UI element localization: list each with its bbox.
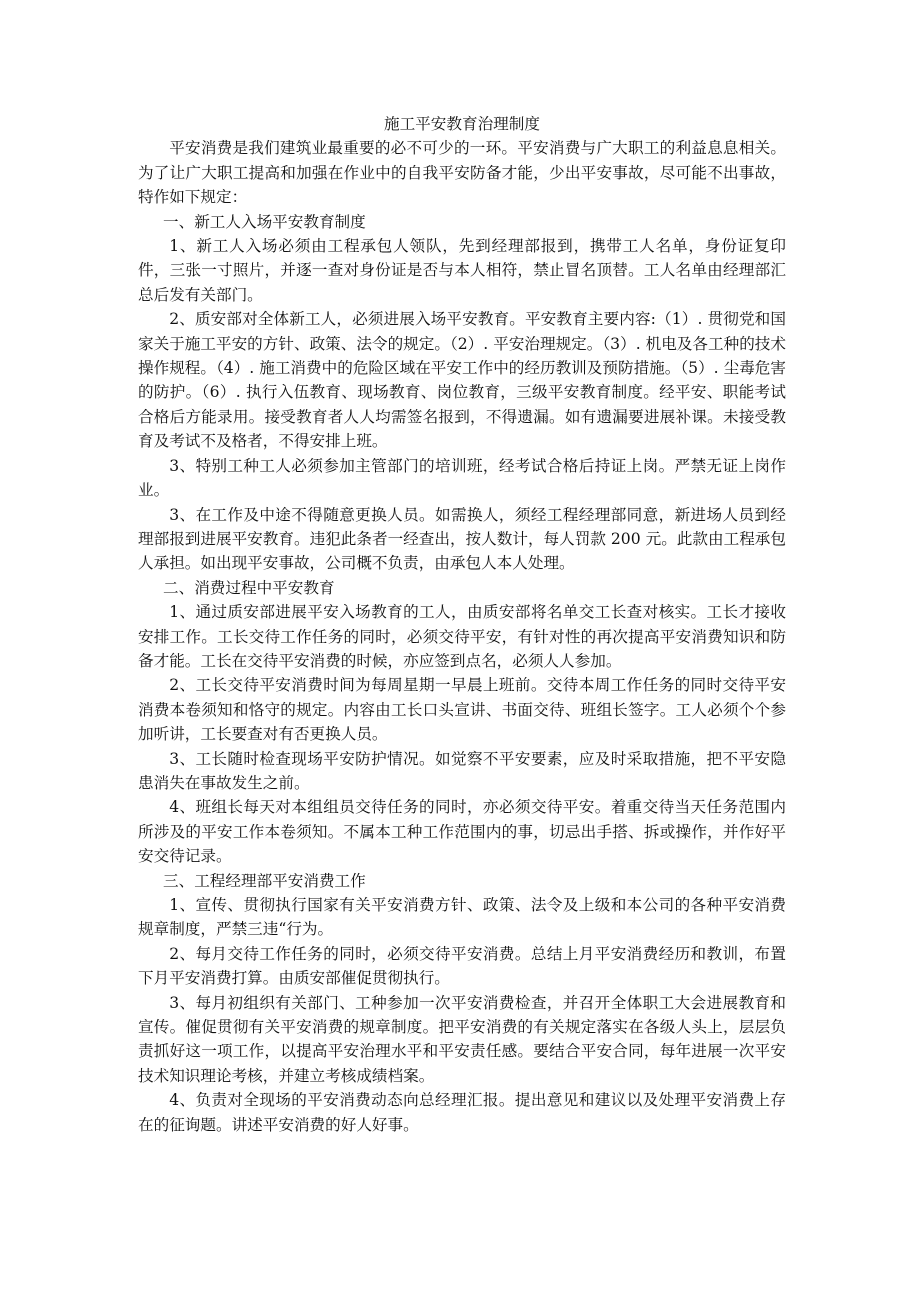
section-2-item-1: 1、通过质安部进展平安入场教育的工人，由质安部将名单交工长查对核实。工长才接收安排工作。工长交待工作任务的同时，必须交待平安，有针对性的再次提高平安消费知识和防备才能。工长在交待平安消费的时候，亦应签到点名，必须人人参加。 (138, 603, 786, 670)
section-1-item-1: 1、新工人入场必须由工程承包人领队，先到经理部报到，携带工人名单，身份证复印件，三张一寸照片，并逐一查对身份证是否与本人相符，禁止冒名顶替。工人名单由经理部汇总后发有关部门。 (138, 237, 786, 304)
section-1-item-3: 3、特别工种工人必须参加主管部门的培训班，经考试合格后持证上岗。严禁无证上岗作业。 (138, 456, 786, 500)
section-2-item-3: 3、工长随时检查现场平安防护情况。如觉察不平安要素，应及时采取措施，把不平安隐患消失在事故发生之前。 (138, 749, 786, 792)
document-title: 施工平安教育治理制度 (384, 115, 540, 133)
section-3-item-3: 3、每月初组织有关部门、工种参加一次平安消费检查，并召开全体职工大会进展教育和宣传。催促贯彻有关平安消费的规章制度。把平安消费的有关规定落实在各级人头上，层层负责抓好这一项工作，以提高平安治理水平和平安责任感。要结合平安合同，每年进展一次平安技术知识理论考核，并建立考核成绩档案。 (138, 993, 786, 1085)
section-heading-1: 一、新工人入场平安教育制度 (163, 212, 366, 231)
section-1-item-4: 3、在工作及中途不得随意更换人员。如需换人，须经工程经理部同意，新进场人员到经理部报到进展平安教育。违犯此条者一经查出，按人数计，每人罚款 200 元。此款由工程承包人承担。如出现平安事故，公司概不负责，由承包人本人处理。 (138, 505, 786, 573)
section-1-item-2: 2、质安部对全体新工人，必须进展入场平安教育。平安教育主要内容:（1）. 贯彻党和国家关于施工平安的方针、政策、法令的规定。（2）. 平安治理规定。（3）. 机电及各工种的技术操作规程。（4）. 施工消费中的危险区域在平安工作中的经历教训及预防措施。（5）. 尘毒危害的防护。（6）. 执行入伍教育、现场教育、岗位教育，三级平安教育制度。经平安、职能考试合格后方能录用。接受教育者人人均需签名报到，不得遗漏。如有遗漏要进展补课。未接受教育及考试不及格者，不得安排上班。 (138, 310, 786, 451)
section-heading-2: 二、消费过程中平安教育 (163, 578, 335, 597)
section-3-item-1: 1、宣传、贯彻执行国家有关平安消费方针、政策、法令及上级和本公司的各种平安消费规章制度，严禁三违“行为。 (138, 896, 786, 939)
section-2-item-4: 4、班组长每天对本组组员交待任务的同时，亦必须交待平安。着重交待当天任务范围内所涉及的平安工作本卷须知。不属本工种工作范围内的事，切忌出手搭、拆或操作，并作好平安交待记录。 (138, 798, 786, 866)
section-heading-3: 三、工程经理部平安消费工作 (163, 871, 366, 890)
document-page (138, 112, 786, 1137)
section-3-item-4: 4、负责对全现场的平安消费动态向总经理汇报。提出意见和建议以及处理平安消费上存在的征询题。讲述平安消费的好人好事。 (138, 1091, 786, 1134)
section-2-item-2: 2、工长交待平安消费时间为每周星期一早晨上班前。交待本周工作任务的同时交待平安消费本卷须知和恪守的规定。内容由工长口头宣讲、书面交待、班组长签字。工人必须个个参加听讲，工长要查对有否更换人员。 (138, 676, 786, 744)
section-3-item-2: 2、每月交待工作任务的同时，必须交待平安消费。总结上月平安消费经历和教训，布置下月平安消费打算。由质安部催促贯彻执行。 (138, 944, 786, 988)
intro-paragraph: 平安消费是我们建筑业最重要的必不可少的一环。平安消费与广大职工的利益息息相关。为了让广大职工提高和加强在作业中的自我平安防备才能，少出平安事故，尽可能不出事故，特作如下规定： (138, 139, 786, 207)
